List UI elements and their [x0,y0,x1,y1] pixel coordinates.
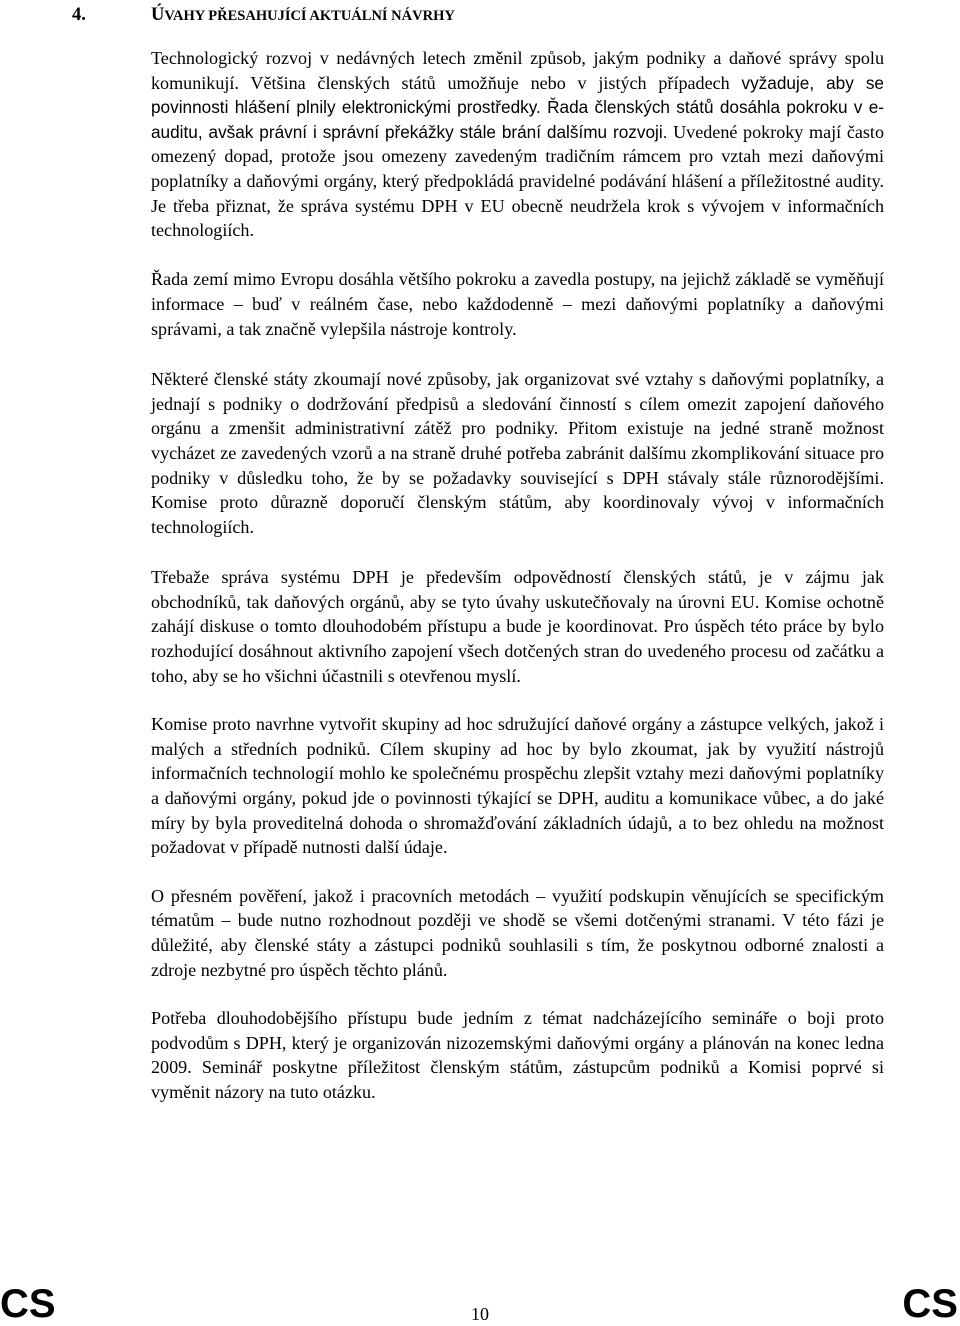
paragraph-1-part-c: Uvedené pokroky mají často omezený dopad, protože jsou omezeny zavedeným tradičním rámcem pro vztah mezi daňovými poplatníky a daňovými orgány, který předpokládá pravidelné podávání hlášení a příležitostné audity. Je třeba přiznat, že správa systému DPH v EU obecně neudržela krok s vývojem v informačních technologiích. [151,121,884,241]
body-text [151,46,884,1129]
paragraph-2: Řada zemí mimo Evropu dosáhla většího pokroku a zavedla postupy, na jejichž základě se vyměňují informace – buď v reálném čase, nebo každodenně – mezi daňovými poplatníky a daňovými správami, a tak značně vylepšila nástroje kontroly. [151,269,884,339]
paragraph-1-part-b: vyžaduje, aby se povinnosti hlášení plnily elektronickými prostředky. Řada členských států dosáhla pokroku v e-auditu, avšak právní i správní překážky stále brání dalšímu rozvoji. [151,72,884,142]
section-number: 4. [72,5,86,25]
section-title [151,3,455,28]
footer-language-left: CS [0,1282,56,1326]
footer-language-right: CS [902,1282,958,1326]
section-title-rest: VAHY PŘESAHUJÍCÍ AKTUÁLNÍ NÁVRHY [164,8,455,24]
paragraph-6: O přesném pověření, jakož i pracovních metodách – využití podskupin věnujících se specifickým tématům – bude nutno rozhodnout později ve shodě se všemi dotčenými stranami. V této fázi je důležité, aby členské státy a zástupci podniků souhlasili s tím, že poskytnou odborné znalosti a zdroje nezbytné pro úspěch těchto plánů. [151,885,884,980]
section-title-initial: Ú [151,5,165,25]
paragraph-1-part-a: Technologický rozvoj v nedávných letech změnil způsob, jakým podniky a daňové správy spolu komunikují. Většina členských států umožňuje nebo v jistých případech [151,48,884,93]
paragraph-3: Některé členské státy zkoumají nové způsoby, jak organizovat své vztahy s daňovými poplatníky, a jednají s podniky o dodržování předpisů a sledování činností s cílem omezit zapojení daňového orgánu a zmenšit administrativní zátěž pro podniky. Přitom existuje na jedné straně možnost vycházet ze zavedených vzorů a na straně druhé potřeba zabránit dalšímu zkomplikování situace pro podniky v důsledku toho, že by se požadavky související s DPH stávaly stále různorodějšími. Komise proto důrazně doporučí členským státům, aby koordinovaly vývoj v informačních technologiích. [151,369,884,537]
page-number: 10 [471,1304,489,1324]
paragraph-5: Komise proto navrhne vytvořit skupiny ad hoc sdružující daňové orgány a zástupce velkých, jakož i malých a středních podniků. Cílem skupiny ad hoc by bylo zkoumat, jak by využití nástrojů informačních technologií mohlo ke společnému prospěchu zlepšit vztahy mezi daňovými poplatníky a daňovými orgány, pokud jde o povinnosti týkající se DPH, auditu a komunikace vůbec, a do jaké míry by byla proveditelná dohoda o shromažďování základních údajů, a to bez ohledu na možnost požadovat v případě nutnosti další údaje. [151,714,884,858]
paragraph-1 [151,46,884,243]
paragraph-7: Potřeba dlouhodobějšího přístupu bude jedním z témat nadcházejícího semináře o boji proto podvodům s DPH, který je organizován nizozemskými daňovými orgány a plánován na konec ledna 2009. Seminář poskytne příležitost členským státům, zástupcům podniků a Komisi poprvé si vyměnit názory na tuto otázku. [151,1008,884,1102]
paragraph-4: Třebaže správa systému DPH je především odpovědností členských států, je v zájmu jak obchodníků, tak daňových orgánů, aby se tyto úvahy uskutečňovaly na úrovni EU. Komise ochotně zahájí diskuse o tomto dlouhodobém přístupu a bude je koordinovat. Pro úspěch této práce by bylo rozhodující dosáhnout aktivního zapojení všech dotčených stran do uvedeného procesu od začátku a toho, aby se ho všichni účastnili s otevřenou myslí. [151,567,884,686]
